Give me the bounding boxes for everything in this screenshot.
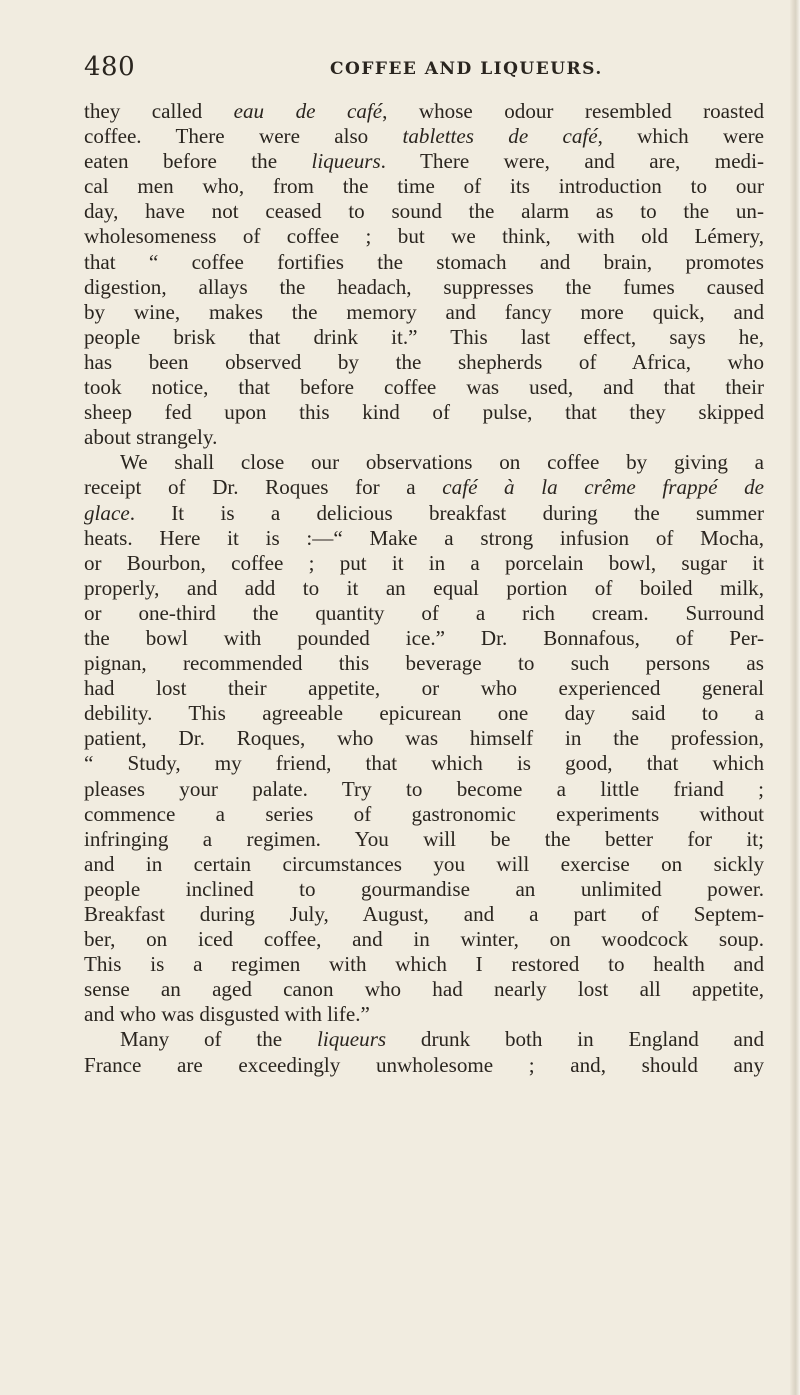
text-run: , which were [597,124,764,149]
text-line [84,927,764,952]
text-line [84,726,764,751]
text-line [84,576,764,601]
text-run: took notice, that before coffee was used, and that their [84,375,764,400]
text-run: wholesomeness of coffee ; but we think, with old Lémery, [84,224,764,249]
text-run: cal men who, from the time of its introduction to our [84,174,764,199]
text-run: . It is a delicious breakfast during the summer [129,500,764,525]
text-line [84,199,764,224]
italic-text: glace [84,500,130,525]
italic-text: café à la crême frappé de [442,475,765,500]
text-line [84,777,764,802]
text-run: and in certain circumstances you will exercise on sickly [84,851,764,876]
text-line [84,651,764,676]
text-run: has been observed by the shepherds of Africa, who [84,349,764,374]
italic-text: tablettes de café [402,124,598,149]
text-run: people brisk that drink it.” This last effect, says he, [84,324,764,349]
text-line [84,99,764,124]
page-number: 480 [84,52,136,82]
text-run: This is a regimen with which I restored to health and [84,952,764,977]
text-run: ber, on iced coffee, and in winter, on woodcock soup. [84,927,764,952]
text-line [84,626,764,651]
text-line [84,375,764,400]
text-run: or one-third the quantity of a rich cream. Surround [84,600,764,625]
text-run: pignan, recommended this beverage to such persons as [84,651,764,676]
text-line [84,701,764,726]
text-line [84,425,764,450]
text-line [84,676,764,701]
text-line [84,275,764,300]
text-line [84,124,764,149]
text-run: or Bourbon, coffee ; put it in a porcelain bowl, sugar it [84,550,764,575]
text-run: digestion, allays the headach, suppresses the fumes caused [84,274,764,299]
text-run: and who was disgusted with life.” [84,1002,370,1027]
text-line [84,149,764,174]
text-line [84,250,764,275]
text-run: properly, and add to it an equal portion of boiled milk, [84,575,764,600]
text-run: that “ coffee fortifies the stomach and brain, promotes [84,249,764,274]
text-line [84,501,764,526]
text-line [84,526,764,551]
italic-text: liqueurs [316,1027,387,1052]
text-line [84,551,764,576]
text-line [84,802,764,827]
text-line [84,877,764,902]
text-run: people inclined to gourmandise an unlimited power. [84,876,764,901]
text-line [84,601,764,626]
text-run: “ Study, my friend, that which is good, that which [84,751,764,776]
text-run: drunk both in England and [386,1027,765,1052]
running-head: COFFEE AND LIQUEURS. [330,59,603,79]
text-line [84,977,764,1002]
text-line [84,300,764,325]
text-line [84,952,764,977]
text-run: receipt of Dr. Roques for a [84,475,443,500]
text-run: patient, Dr. Roques, who was himself in the profession, [84,726,764,751]
text-run: , whose odour resembled roasted [382,99,765,123]
text-line [84,902,764,927]
text-line [84,174,764,199]
text-run: day, have not ceased to sound the alarm as to the un- [84,199,764,224]
text-run: eaten before the [84,149,312,174]
text-run: the bowl with pounded ice.” Dr. Bonnafous, of Per- [84,625,764,650]
text-line [84,1002,764,1027]
text-run: sheep fed upon this kind of pulse, that they skipped [84,400,764,425]
text-line [84,1027,764,1052]
page-header [0,52,800,92]
text-line [84,350,764,375]
text-run: France are exceedingly unwholesome ; and, should any [84,1052,764,1077]
text-line [84,224,764,249]
text-run: had lost their appetite, or who experienced general [84,676,764,701]
italic-text: eau de café [233,99,383,123]
text-line [84,1053,764,1078]
text-line [84,751,764,776]
text-run: Breakfast during July, August, and a part of Septem- [84,902,764,926]
italic-text: liqueurs [311,149,381,174]
text-run: pleases your palate. Try to become a little friand ; [84,776,764,801]
text-run: commence a series of gastronomic experiments without [84,801,764,826]
text-line [84,475,764,500]
text-line [84,450,764,475]
text-run: they called [84,99,234,123]
page-edge [790,0,800,1395]
text-run: . There were, and are, medi- [380,149,764,174]
text-line [84,827,764,852]
text-run: heats. Here it is :—“ Make a strong infusion of Mocha, [84,525,764,550]
body-text [84,99,764,1078]
text-run: We shall close our observations on coffee by giving a [120,450,764,475]
text-run: infringing a regimen. You will be the better for it; [84,826,764,851]
text-line [84,852,764,877]
text-line [84,325,764,350]
text-line [84,400,764,425]
text-run: by wine, makes the memory and fancy more quick, and [84,299,764,324]
text-run: coffee. There were also [84,124,403,149]
text-run: debility. This agreeable epicurean one day said to a [84,701,764,726]
text-run: sense an aged canon who had nearly lost all appetite, [84,977,764,1002]
text-run: Many of the [120,1027,317,1052]
text-run: about strangely. [84,425,218,450]
